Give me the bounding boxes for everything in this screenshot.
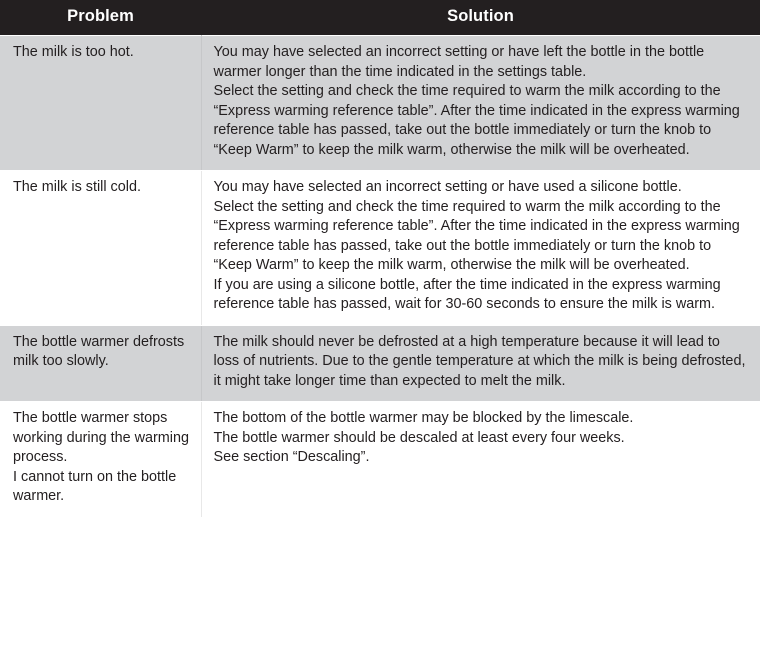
- problem-cell: [0, 325, 201, 402]
- problem-cell: [0, 171, 201, 326]
- solution-cell: [201, 171, 760, 326]
- table-row: [0, 171, 760, 326]
- problem-paragraph: I cannot turn on the bottle warmer.: [13, 468, 177, 504]
- table-body: [0, 36, 760, 518]
- table-header: [0, 0, 760, 36]
- solution-paragraph: The bottle warmer should be descaled at least every four weeks.: [213, 429, 625, 446]
- solution-paragraph: See section “Descaling”.: [213, 449, 370, 465]
- table-row: [0, 402, 760, 518]
- solution-paragraph: You may have selected an incorrect setting or have used a silicone bottle.: [213, 179, 682, 195]
- problem-paragraph: The milk is too hot.: [13, 44, 134, 60]
- solution-paragraph: The bottom of the bottle warmer may be blocked by the limescale.: [213, 410, 634, 426]
- column-header-solution: Solution: [201, 0, 760, 36]
- column-header-problem: Problem: [0, 0, 201, 36]
- solution-paragraph: The milk should never be defrosted at a high temperature because it will lead to loss of nutrients. Due to the gentle temperature at which the milk is being defrosted, it might take longer time than expected to melt the milk.: [213, 333, 746, 389]
- solution-cell: [201, 402, 760, 518]
- solution-cell: [201, 325, 760, 402]
- problem-paragraph: The bottle warmer defrosts milk too slowly.: [13, 333, 185, 369]
- solution-paragraph: If you are using a silicone bottle, after the time indicated in the express warming reference table has passed, wait for 30-60 seconds to ensure the milk is warm.: [213, 276, 721, 312]
- problem-paragraph: The milk is still cold.: [13, 179, 141, 195]
- solution-paragraph: Select the setting and check the time required to warm the milk according to the “Express warming reference table”. After the time indicated in the express warming reference table has passed, take out the bottle immediately or turn the knob to “Keep Warm” to keep the milk warm, otherwise the milk will be overheated.: [213, 83, 740, 158]
- problem-cell: [0, 36, 201, 171]
- solution-paragraph: You may have selected an incorrect setting or have left the bottle in the bottle warmer longer than the time indicated in the settings table.: [213, 44, 705, 80]
- table-row: [0, 36, 760, 171]
- table-row: [0, 325, 760, 402]
- solution-cell: [201, 36, 760, 171]
- table-header-row: [0, 0, 760, 36]
- solution-paragraph: Select the setting and check the time required to warm the milk according to the “Express warming reference table”. After the time indicated in the express warming reference table has passed, take out the bottle immediately or turn the knob to “Keep Warm” to keep the milk warm, otherwise the milk will be overheated.: [213, 198, 740, 273]
- problem-paragraph: The bottle warmer stops working during the warming process.: [13, 410, 189, 465]
- problem-cell: [0, 402, 201, 518]
